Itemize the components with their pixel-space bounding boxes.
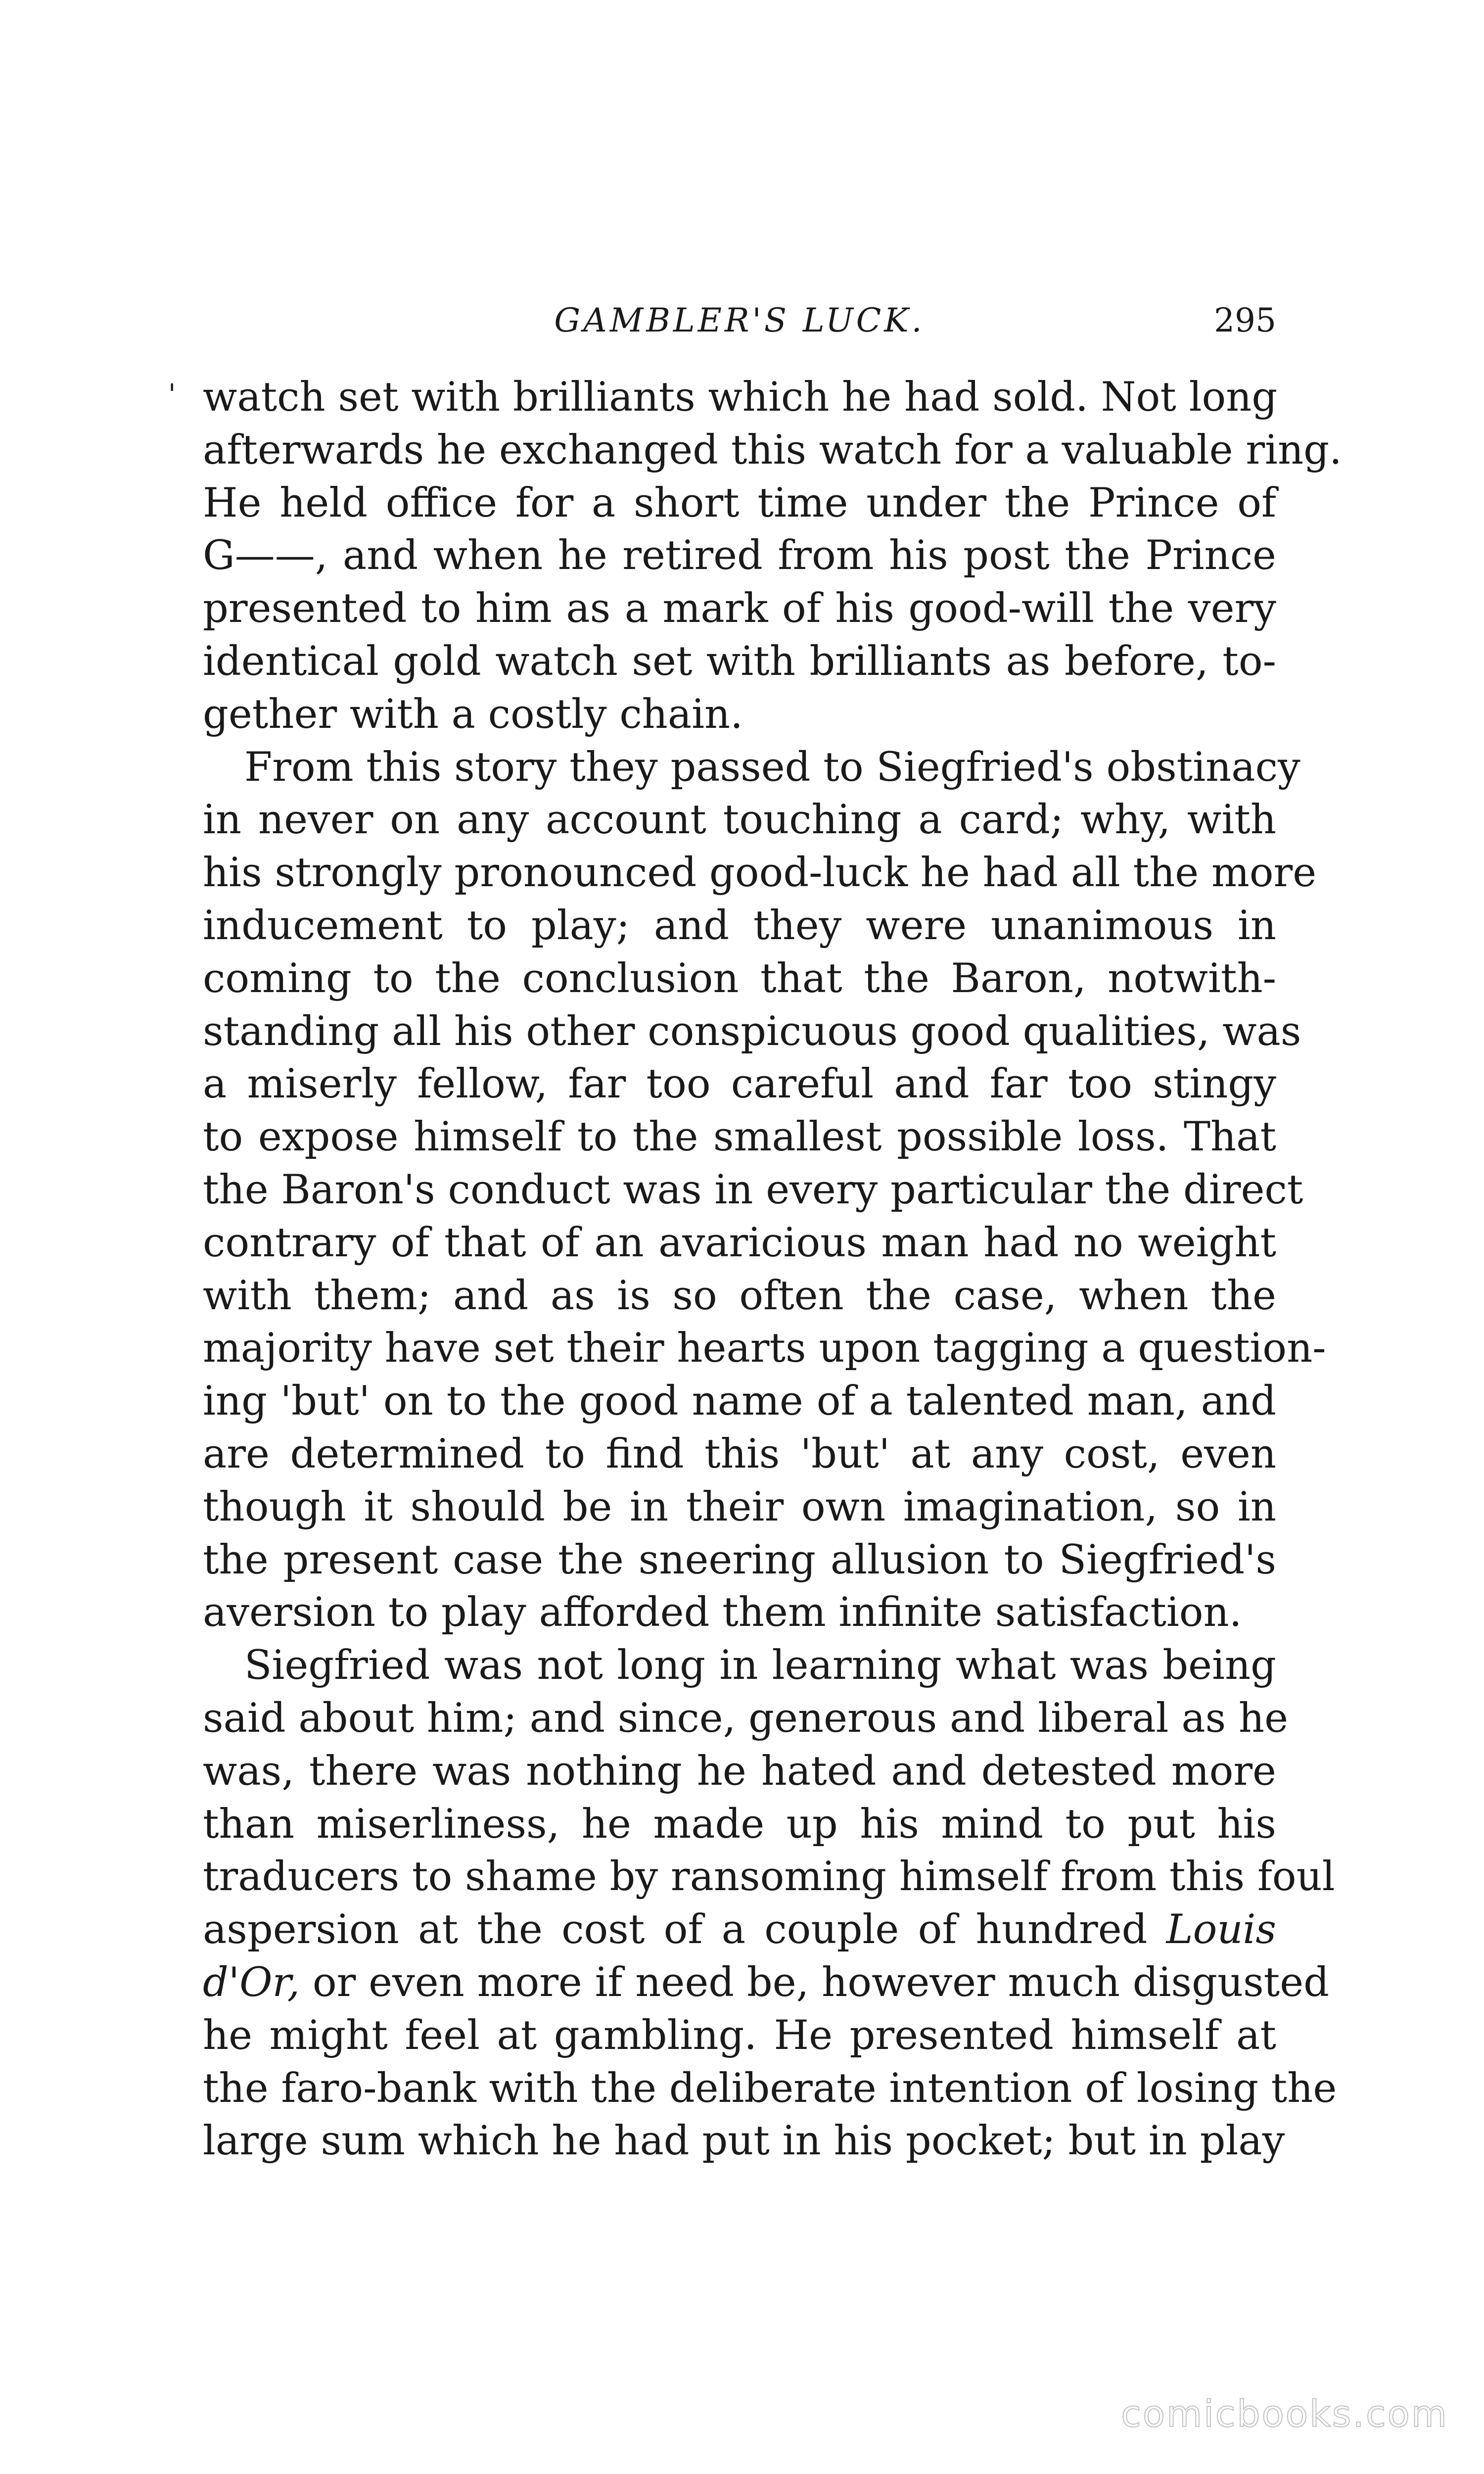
text-line: though it should be in their own imagination, so in <box>203 1483 1276 1530</box>
text-line: G——, and when he retired from his post the Prince <box>203 532 1276 579</box>
text-line: gether with a costly chain. <box>203 691 743 738</box>
text-line: was, there was nothing he hated and detested more <box>203 1748 1276 1795</box>
text-run: or even more if need be, however much disgusted <box>312 1959 1330 2006</box>
text-line: contrary of that of an avaricious man had no weight <box>203 1219 1276 1266</box>
body-text <box>203 371 1342 2168</box>
text-line: in never on any account touching a card; why, with <box>203 797 1276 844</box>
text-line <box>203 1956 1330 2009</box>
text-line: with them; and as is so often the case, when the <box>203 1272 1276 1319</box>
text-line: He held office for a short time under the Prince of <box>203 479 1276 526</box>
running-header <box>203 296 1276 350</box>
text-line: said about him; and since, generous and liberal as he <box>203 1695 1289 1742</box>
text-line: coming to the conclusion that the Baron, notwith- <box>203 955 1276 1002</box>
text-line: identical gold watch set with brilliants as before, to- <box>203 638 1276 685</box>
text-run: aspersion at the cost of a couple of hundred <box>203 1906 1148 1953</box>
text-line: watch set with brilliants which he had sold. Not long <box>203 374 1278 421</box>
text-line: standing all his other conspicuous good qualities, was <box>203 1008 1301 1055</box>
paragraph-first-line: From this story they passed to Siegfried's obstinacy <box>244 744 1300 791</box>
page-number: 295 <box>1214 301 1276 339</box>
text-line: afterwards he exchanged this watch for a valuable ring. <box>203 427 1342 474</box>
text-line: the present case the sneering allusion to Siegfried's <box>203 1536 1276 1583</box>
text-line: to expose himself to the smallest possible loss. That <box>203 1114 1276 1161</box>
text-line: aversion to play afforded them infinite satisfaction. <box>203 1589 1242 1636</box>
text-line: majority have set their hearts upon tagging a question- <box>203 1325 1326 1372</box>
text-line: inducement to play; and they were unanimous in <box>203 902 1276 949</box>
margin-mark: ' <box>168 379 176 411</box>
text-line: traducers to shame by ransoming himself from this foul <box>203 1854 1335 1901</box>
italic-term: Louis <box>1166 1906 1276 1953</box>
text-line: ing 'but' on to the good name of a talented man, and <box>203 1378 1276 1425</box>
paragraph-first-line: Siegfried was not long in learning what was being <box>244 1642 1276 1689</box>
running-title: GAMBLER'S LUCK. <box>554 301 925 339</box>
text-line: he might feel at gambling. He presented himself at <box>203 2012 1276 2059</box>
watermark-text: comicbooks.com <box>1121 2393 1448 2435</box>
text-line: than miserliness, he made up his mind to put his <box>203 1801 1276 1848</box>
text-line: a miserly fellow, far too careful and far too stingy <box>203 1061 1276 1108</box>
text-line: the faro-bank with the deliberate intention of losing the <box>203 2065 1337 2112</box>
text-line: are determined to find this 'but' at any cost, even <box>203 1430 1276 1477</box>
text-line: his strongly pronounced good-luck he had all the more <box>203 850 1317 897</box>
text-line: presented to him as a mark of his good-will the very <box>203 585 1276 632</box>
text-line: large sum which he had put in his pocket; but in play <box>203 2118 1285 2165</box>
text-line: the Baron's conduct was in every particular the direct <box>203 1166 1303 1213</box>
italic-term: d'Or, <box>203 1959 300 2006</box>
text-line <box>203 1903 1276 1956</box>
